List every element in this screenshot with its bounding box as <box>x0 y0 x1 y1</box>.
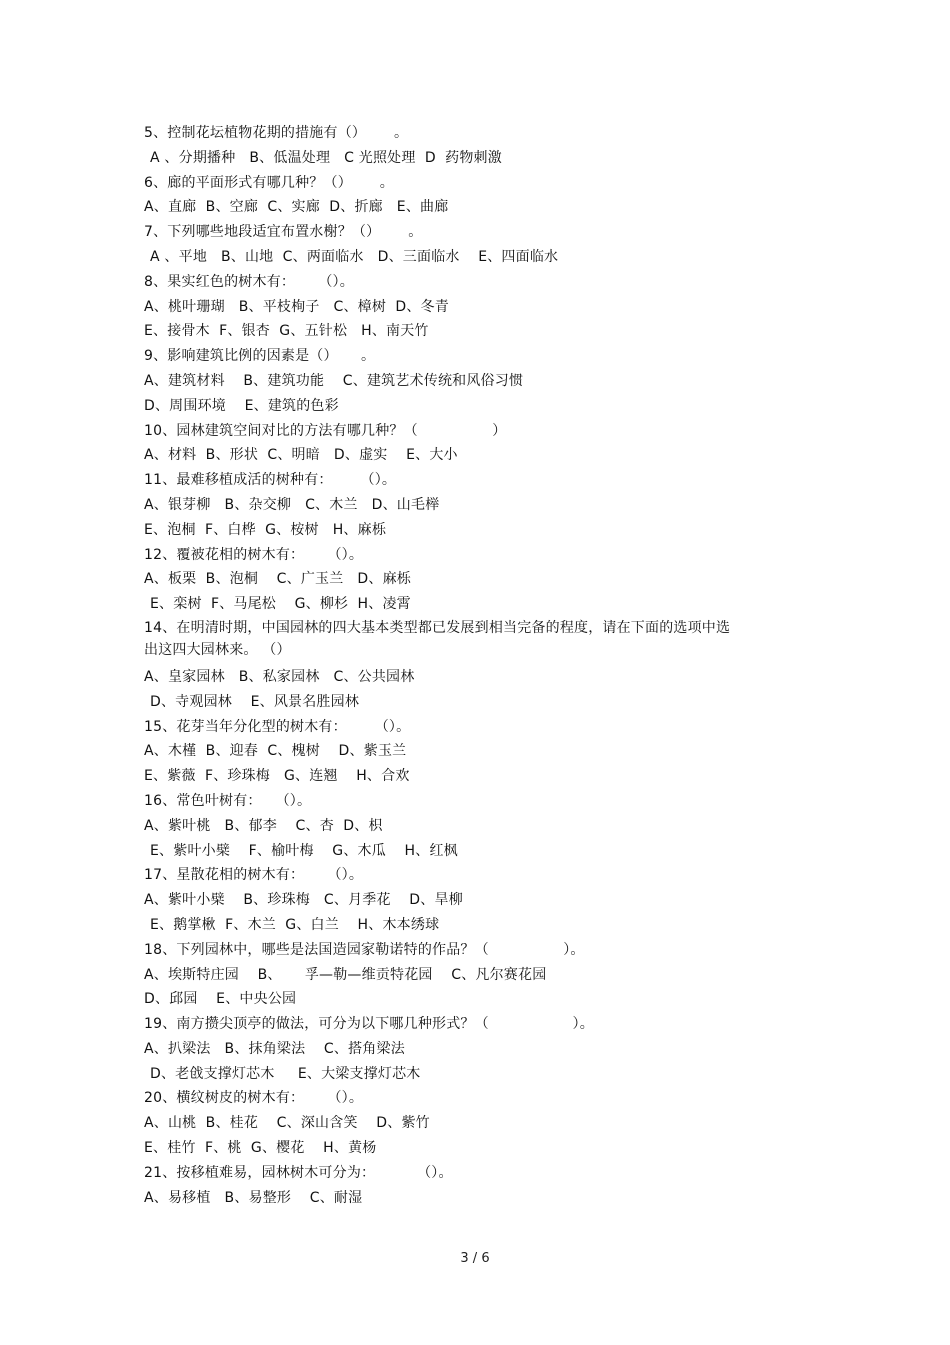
text-line: A、紫叶桃 B、郁李 C、杏 D、枳 <box>144 817 383 834</box>
text-line: 11、最难移植成活的树种有： （）。 <box>144 472 397 489</box>
text-line: A、直廊 B、空廊 C、实廊 D、折廊 E、曲廊 <box>144 199 449 216</box>
text-line: 14、在明清时期，中国园林的四大基本类型都已发展到相当完备的程度，请在下面的选项中选出这四大园林来。 （） <box>144 619 731 658</box>
text-line: 9、影响建筑比例的因素是（） 。 <box>144 348 376 365</box>
text-line: 7、下列哪些地段适宜布置水榭？（） 。 <box>144 224 423 241</box>
text-line: 21、按移植难易，园林树木可分为： （）。 <box>144 1164 453 1181</box>
text-line: D、邱园 E、中央公园 <box>144 991 297 1008</box>
text-line: A、埃斯特庄园 B、 孚—勒—维贡特花园 C、凡尔赛花园 <box>144 966 547 983</box>
text-line: E、泡桐 F、白桦 G、桉树 H、麻栎 <box>144 521 387 538</box>
text-line: 18、下列园林中，哪些是法国造园家勒诺特的作品？（ ）。 <box>144 941 585 958</box>
text-line: E、接骨木 F、银杏 G、五针松 H、南天竹 <box>144 323 429 340</box>
text-line: E、紫叶小檗 F、榆叶梅 G、木瓜 H、红枫 <box>150 842 458 859</box>
text-line: A、板栗 B、泡桐 C、广玉兰 D、麻栎 <box>144 571 411 588</box>
text-line: A、紫叶小檗 B、珍珠梅 C、月季花 D、旱柳 <box>144 892 463 909</box>
text-line: 10、园林建筑空间对比的方法有哪几种？（ ） <box>144 422 507 439</box>
text-line: A、扒梁法 B、抹角梁法 C、搭角梁法 <box>144 1040 405 1057</box>
text-line: 17、星散花相的树木有： （）。 <box>144 867 364 884</box>
text-line: E、紫薇 F、珍珠梅 G、连翘 H、合欢 <box>144 768 410 785</box>
text-line: E、栾树 F、马尾松 G、柳杉 H、凌霄 <box>150 596 411 613</box>
text-line: 6、廊的平面形式有哪几种？（） 。 <box>144 174 395 191</box>
text-line: A、皇家园林 B、私家园林 C、公共园林 <box>144 668 415 685</box>
text-line: A、山桃 B、桂花 C、深山含笑 D、紫竹 <box>144 1115 430 1132</box>
text-line: 19、南方攒尖顶亭的做法，可分为以下哪几种形式？（ ）。 <box>144 1016 594 1033</box>
text-line: D、寺观园林 E、风景名胜园林 <box>150 693 360 710</box>
text-line: A、银芽柳 B、杂交柳 C、木兰 D、山毛榉 <box>144 496 440 513</box>
page-number: 3 / 6 <box>460 1251 490 1266</box>
text-line: 8、果实红色的树木有： （）。 <box>144 273 354 290</box>
text-line: E、桂竹 F、桃 G、樱花 H、黄杨 <box>144 1140 377 1157</box>
text-line: A、桃叶珊瑚 B、平枝栒子 C、樟树 D、冬青 <box>144 298 449 315</box>
question-list <box>144 121 744 1210</box>
text-line: D、周围环境 E、建筑的色彩 <box>144 397 339 414</box>
text-line: A、材料 B、形状 C、明暗 D、虚实 E、大小 <box>144 447 458 464</box>
text-line: A、木槿 B、迎春 C、槐树 D、紫玉兰 <box>144 743 407 760</box>
text-line: 16、常色叶树有： （）。 <box>144 792 312 809</box>
text-line: A、易移植 B、易整形 C、耐湿 <box>144 1189 363 1206</box>
text-line: A 、平地 B、山地 C、两面临水 D、三面临水 E、四面临水 <box>150 248 559 265</box>
text-line: D、老戗支撑灯芯木 E、大梁支撑灯芯木 <box>150 1065 421 1082</box>
text-line: A、建筑材料 B、建筑功能 C、建筑艺术传统和风俗习惯 <box>144 372 524 389</box>
text-line: 12、覆被花相的树木有： （）。 <box>144 546 364 563</box>
text-line: 15、花芽当年分化型的树木有： （）。 <box>144 718 411 735</box>
text-line: A 、分期播种 B、低温处理 C 光照处理 D 药物刺激 <box>150 149 502 166</box>
text-line: 5、控制花坛植物花期的措施有（） 。 <box>144 125 409 141</box>
text-line: E、鹅掌楸 F、木兰 G、白兰 H、木本绣球 <box>150 916 440 933</box>
text-line: 20、横纹树皮的树木有： （）。 <box>144 1090 364 1107</box>
